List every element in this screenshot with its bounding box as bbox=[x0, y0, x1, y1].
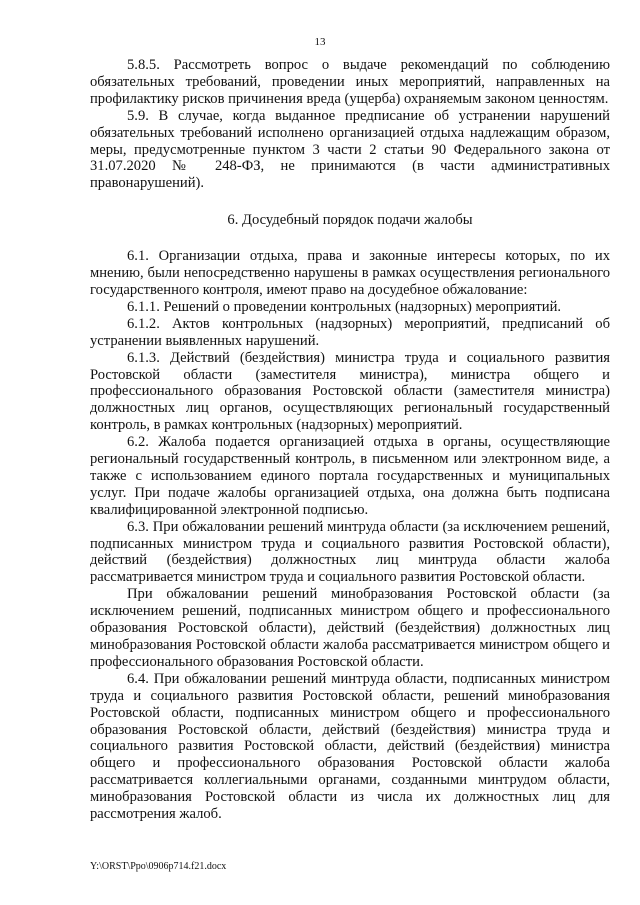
paragraph-6-1-2: 6.1.2. Актов контрольных (надзорных) мероприятий, предписаний об устранении выявленных нарушений. bbox=[90, 315, 610, 349]
paragraph-6-3: 6.3. При обжаловании решений минтруда области (за исключением решений, подписанных министром труда и социального развития Ростовской области), действий (бездействия) должностных лиц минтруда области жалоба рассматривается министром труда и социального развития Ростовской области. bbox=[90, 518, 610, 586]
paragraph-6-3-continued: При обжаловании решений минобразования Ростовской области (за исключением решений, подписанных министром общего и профессионального образования Ростовской области), действий (бездействия) должностных лиц минобразования Ростовской области жалоба рассматривается министром общего и профессионального образования Ростовской области. bbox=[90, 586, 610, 670]
paragraph-5-8-5: 5.8.5. Рассмотреть вопрос о выдаче рекомендаций по соблюдению обязательных требований, проведении иных мероприятий, направленных на профилактику рисков причинения вреда (ущерба) охраняемым законом ценностям. bbox=[90, 57, 610, 107]
document-body bbox=[90, 57, 610, 823]
section-heading: 6. Досудебный порядок подачи жалобы bbox=[227, 212, 473, 229]
paragraph-5-9: 5.9. В случае, когда выданное предписание об устранении нарушений обязательных требований исполнено организацией отдыха надлежащим образом, меры, предусмотренные пунктом 3 части 2 статьи 90 Федерального закона от 31.07.2020 № 248-ФЗ, не принимаются (в части административных правонарушений). bbox=[90, 107, 610, 192]
paragraph-6-1-3: 6.1.3. Действий (бездействия) министра труда и социального развития Ростовской области (заместителя министра), министра общего и профессионального образования Ростовской области (заместителя министра) должностных лиц органов, осуществляющих региональный государственный контроль, в рамках контрольных (надзорных) мероприятий. bbox=[90, 349, 610, 434]
footer-file-path: Y:\ORST\Ppo\0906p714.f21.docx bbox=[90, 861, 227, 872]
paragraph-6-1-1: 6.1.1. Решений о проведении контрольных (надзорных) мероприятий. bbox=[127, 298, 562, 315]
paragraph-6-1: 6.1. Организации отдыха, права и законные интересы которых, по их мнению, были непосредственно нарушены в рамках осуществления регионального государственного контроля, имеют право на досудебное обжалование: bbox=[90, 248, 610, 298]
paragraph-6-4: 6.4. При обжаловании решений минтруда области, подписанных министром труда и социального развития Ростовской области, решений минобразования Ростовской области, подписанных министром общего и профессионального образования Ростовской области, действий (бездействия) министра труда и социального развития Ростовской области, действий (бездействия) министра общего и профессионального образования Ростовской области жалоба рассматривается коллегиальными органами, созданными минтрудом области, минобразования Ростовской области из числа их должностных лиц для рассмотрения жалоб. bbox=[90, 670, 610, 823]
page-number: 13 bbox=[314, 36, 326, 48]
paragraph-6-2: 6.2. Жалоба подается организацией отдыха в органы, осуществляющие региональный государственный контроль, в письменном или электронном виде, а также с использованием единого портала государственных и муниципальных услуг. При подаче жалобы организацией отдыха, она должна быть подписана квалифицированной электронной подписью. bbox=[90, 434, 610, 518]
